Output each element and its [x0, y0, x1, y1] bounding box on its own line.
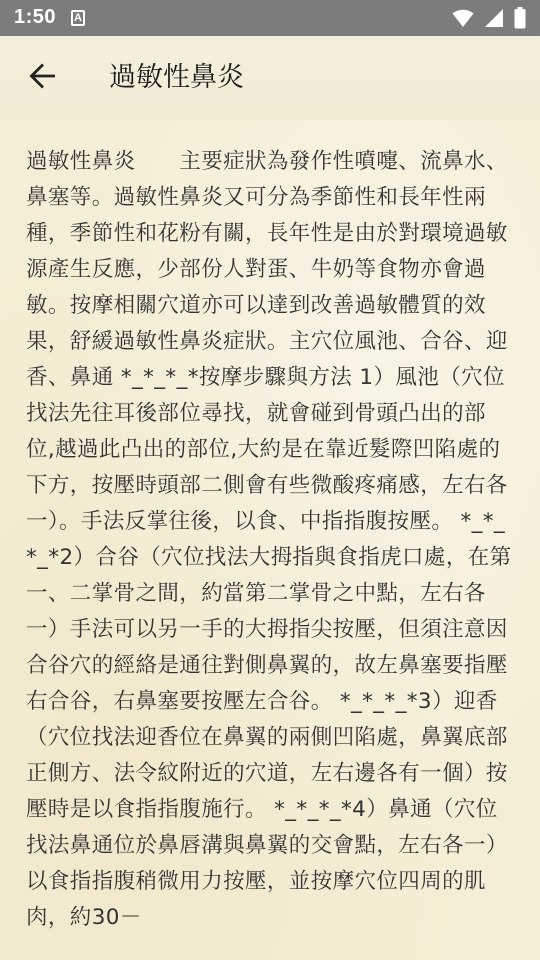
page-title: 過敏性鼻炎 — [109, 62, 244, 93]
status-icons — [452, 7, 526, 33]
article-text: 過敏性鼻炎 主要症狀為發作性噴嚏、流鼻水、鼻塞等。過敏性鼻炎又可分為季節性和長年性兩種，季節性和花粉有關，長年性是由於對環境過敏源產生反應，少部份人對蛋、牛奶等食物亦會過敏。按摩相關穴道亦可以達到改善過敏體質的效果，舒緩過敏性鼻炎症狀。主穴位風池、合谷、迎香、鼻通 *_*_*_*按摩步驟與方法 1）風池（穴位找法先往耳後部位尋找，就會碰到骨頭凸出的部位,越過此凸出的部位,大約是在靠近髮際凹陷處的下方，按壓時頭部二側會有些微酸疼痛感，左右各一）。手法反掌往後，以食、中指指腹按壓。 *_*_*_*2）合谷（穴位找法大拇指與食指虎口處，在第一、二掌骨之間，約當第二掌骨之中點，左右各一）手法可以另一手的大拇指尖按壓，但須注意因合谷穴的經絡是通往對側鼻翼的，故左鼻塞要指壓右合谷，右鼻塞要按壓左合谷。 *_*_*_*3）迎香（穴位找法迎香位在鼻翼的兩側凹陷處，鼻翼底部正側方、法令紋附近的穴道，左右邊各有一個）按壓時是以食指指腹施行。 *_*_*_*4）鼻通（穴位找法鼻通位於鼻唇溝與鼻翼的交會點，左右各一）以食指指腹稍微用力按壓，並按摩穴位四周的肌肉，約30－ — [26, 149, 512, 930]
wifi-icon — [452, 8, 474, 32]
arrow-back-icon — [29, 63, 55, 93]
font-a-icon: A — [71, 10, 85, 26]
status-time: 1:50 — [14, 6, 57, 28]
back-button[interactable] — [18, 56, 66, 100]
signal-icon — [484, 8, 504, 32]
battery-icon — [514, 7, 526, 33]
app-bar — [0, 36, 540, 120]
status-bar — [0, 0, 540, 36]
article-content[interactable] — [0, 120, 540, 960]
